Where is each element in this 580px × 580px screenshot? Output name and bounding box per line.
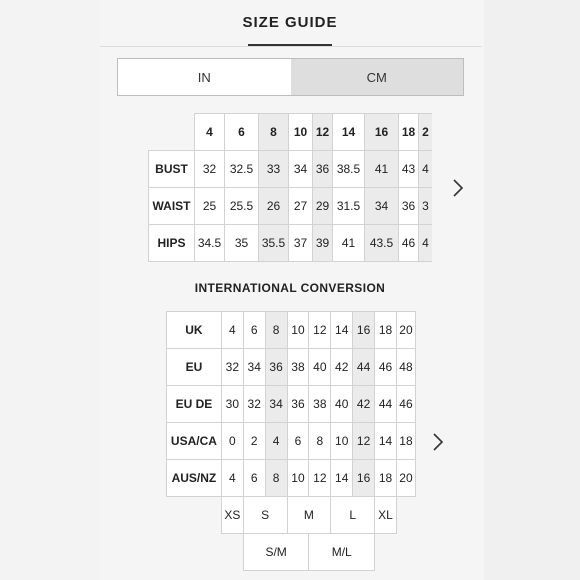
spacer-cell — [167, 534, 222, 571]
letter-size-cell: XL — [375, 497, 397, 534]
conversion-cell: 16 — [353, 312, 375, 349]
size-header-cell: 8 — [259, 114, 289, 151]
conversion-cell: 40 — [309, 349, 331, 386]
conversion-cell: 4 — [221, 460, 243, 497]
measure-cell: 27 — [289, 188, 313, 225]
size-header-cell: 10 — [289, 114, 313, 151]
conversion-cell: 6 — [287, 423, 309, 460]
spacer-cell — [221, 534, 243, 571]
spacer-cell — [167, 497, 222, 534]
conversion-cell: 12 — [309, 312, 331, 349]
conversion-cell: 44 — [375, 386, 397, 423]
region-label: UK — [167, 312, 222, 349]
conversion-cell: 42 — [331, 349, 353, 386]
measure-cell: 32 — [195, 151, 225, 188]
table-row — [167, 386, 416, 423]
size-header-row — [149, 114, 433, 151]
measure-label: BUST — [149, 151, 195, 188]
measure-cell: 32.5 — [225, 151, 259, 188]
unit-cm-button[interactable]: CM — [291, 59, 464, 95]
combo-size-cell: M/L — [309, 534, 375, 571]
conversion-cell: 32 — [243, 386, 265, 423]
chevron-right-icon[interactable] — [431, 432, 445, 452]
conversion-table — [166, 311, 416, 571]
region-label: USA/CA — [167, 423, 222, 460]
chevron-right-icon[interactable] — [451, 178, 465, 198]
size-header-cell: 12 — [313, 114, 333, 151]
conversion-cell: 18 — [375, 312, 397, 349]
conversion-cell: 42 — [353, 386, 375, 423]
conversion-cell: 8 — [309, 423, 331, 460]
measure-cell: 4 — [419, 225, 433, 262]
measure-label: HIPS — [149, 225, 195, 262]
letter-size-cell: S — [243, 497, 287, 534]
size-header-cell: 16 — [365, 114, 399, 151]
page-title: SIZE GUIDE — [242, 14, 338, 31]
measure-cell: 29 — [313, 188, 333, 225]
conversion-cell: 14 — [375, 423, 397, 460]
measure-cell: 43.5 — [365, 225, 399, 262]
size-header-cell: 18 — [399, 114, 419, 151]
conversion-cell: 38 — [287, 349, 309, 386]
conversion-cell: 6 — [243, 460, 265, 497]
measure-cell: 35 — [225, 225, 259, 262]
spacer-cell — [396, 497, 415, 534]
size-header-cell: 2 — [419, 114, 433, 151]
measure-cell: 41 — [333, 225, 365, 262]
conversion-cell: 34 — [265, 386, 287, 423]
measure-cell: 34 — [365, 188, 399, 225]
conversion-cell: 20 — [396, 312, 415, 349]
letter-size-cell: XS — [221, 497, 243, 534]
letter-size-row — [167, 497, 416, 534]
conversion-cell: 10 — [287, 460, 309, 497]
section-title: INTERNATIONAL CONVERSION — [194, 281, 386, 295]
conversion-cell: 46 — [375, 349, 397, 386]
conversion-cell: 48 — [396, 349, 415, 386]
conversion-cell: 18 — [396, 423, 415, 460]
table-row — [167, 423, 416, 460]
conversion-cell: 32 — [221, 349, 243, 386]
table-row — [167, 312, 416, 349]
corner-cell — [149, 114, 195, 151]
combo-size-row — [167, 534, 416, 571]
table-row — [167, 460, 416, 497]
measure-cell: 46 — [399, 225, 419, 262]
measure-cell: 34.5 — [195, 225, 225, 262]
conversion-cell: 38 — [309, 386, 331, 423]
measure-cell: 36 — [313, 151, 333, 188]
conversion-cell: 16 — [353, 460, 375, 497]
combo-size-cell: S/M — [243, 534, 309, 571]
conversion-cell: 36 — [287, 386, 309, 423]
measure-cell: 3 — [419, 188, 433, 225]
measure-cell: 43 — [399, 151, 419, 188]
conversion-cell: 4 — [265, 423, 287, 460]
letter-size-cell: L — [331, 497, 375, 534]
measure-cell: 35.5 — [259, 225, 289, 262]
measure-cell: 37 — [289, 225, 313, 262]
letter-size-cell: M — [287, 497, 331, 534]
size-header-cell: 4 — [195, 114, 225, 151]
conversion-cell: 18 — [375, 460, 397, 497]
table-row — [149, 188, 433, 225]
measure-cell: 39 — [313, 225, 333, 262]
measure-cell: 26 — [259, 188, 289, 225]
table-row — [167, 349, 416, 386]
measure-label: WAIST — [149, 188, 195, 225]
conversion-cell: 12 — [353, 423, 375, 460]
conversion-cell: 14 — [331, 312, 353, 349]
conversion-cell: 46 — [396, 386, 415, 423]
region-label: AUS/NZ — [167, 460, 222, 497]
spacer-cell — [375, 534, 397, 571]
region-label: EU — [167, 349, 222, 386]
conversion-cell: 36 — [265, 349, 287, 386]
table-row — [149, 151, 433, 188]
size-header-cell: 14 — [333, 114, 365, 151]
measure-cell: 34 — [289, 151, 313, 188]
spacer-cell — [396, 534, 415, 571]
conversion-cell: 20 — [396, 460, 415, 497]
conversion-cell: 8 — [265, 312, 287, 349]
conversion-cell: 14 — [331, 460, 353, 497]
conversion-cell: 6 — [243, 312, 265, 349]
measure-cell: 25.5 — [225, 188, 259, 225]
measure-cell: 41 — [365, 151, 399, 188]
conversion-cell: 2 — [243, 423, 265, 460]
conversion-cell: 44 — [353, 349, 375, 386]
conversion-cell: 34 — [243, 349, 265, 386]
measure-cell: 33 — [259, 151, 289, 188]
size-table-viewport[interactable] — [148, 113, 432, 264]
conversion-table-viewport[interactable] — [166, 311, 416, 573]
conversion-cell: 40 — [331, 386, 353, 423]
title-divider — [100, 46, 482, 47]
size-table — [148, 113, 432, 262]
unit-toggle — [117, 58, 464, 96]
measure-cell: 36 — [399, 188, 419, 225]
conversion-cell: 8 — [265, 460, 287, 497]
measure-cell: 25 — [195, 188, 225, 225]
conversion-cell: 30 — [221, 386, 243, 423]
measure-cell: 4 — [419, 151, 433, 188]
conversion-cell: 0 — [221, 423, 243, 460]
measure-cell: 31.5 — [333, 188, 365, 225]
unit-in-button[interactable]: IN — [118, 59, 291, 95]
conversion-cell: 10 — [331, 423, 353, 460]
conversion-cell: 10 — [287, 312, 309, 349]
table-row — [149, 225, 433, 262]
conversion-cell: 4 — [221, 312, 243, 349]
region-label: EU DE — [167, 386, 222, 423]
measure-cell: 38.5 — [333, 151, 365, 188]
conversion-cell: 12 — [309, 460, 331, 497]
size-header-cell: 6 — [225, 114, 259, 151]
